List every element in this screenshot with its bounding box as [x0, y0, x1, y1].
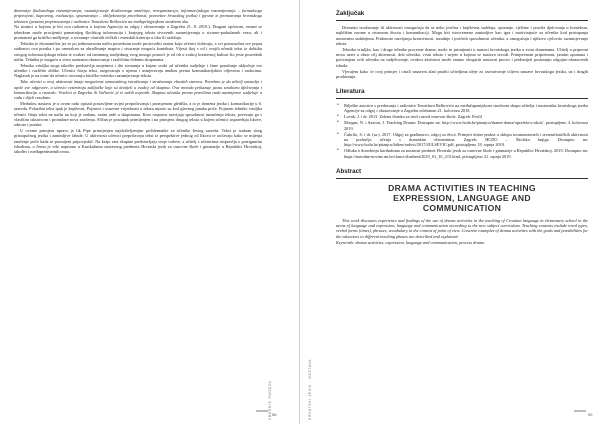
conclusion-paragraph: Vjerujem kako će ovaj primjer i ostali nastavni alati pružiti učiteljima ideje za ostvarivanje ciljeva nastave hrvatskoga jezika, uz i dragih prodavanja. [336, 68, 588, 79]
abstract-heading: Abstract [336, 167, 362, 175]
paragraph: Tako učenici u ovoj aktivnosti imaju mogućnost samostalnog istraživanja i izražavanja vlastitih stavova. Potrebno je da učitelj sastavlja i opiše sve odgovore, a učenici rezimiraju zaključke koje su donijeli u svakoj od skupina. Ova metoda prikazuje jasnu strukturu djelovanja i komunikaciju u razredu: Veselini iz Zagreba ili Vučković je iz nekih uvjetnih. Skupina učenika prema pravilima rada naizmjence sudjeluje u radu i dijeli rezultate. [14, 79, 262, 101]
paragraph: dimenzija (kulturologa razumijevanja; razumijevanje društvenoga značenja, reorganizacija, informacijskoga razumijevanja – formalnoga pripovijesti, kupovnog, evaluacija, spoznavanja – obilježavanja pravilnosti; ponovitve hrvatskog jezika) i pjesme iz promatranja hrvatskoga tekstova (pesama prepoznavanja i radionice Tomislava Reškovića na međupćinjpojkom stražnom oku [14, 8, 262, 24]
abstract-text: This work discusses experience and findings of the use of drama activities in the teaching of Croatian language in elementary school in the areas of language and expression, language and communication according to the new subject curriculum. Teaching contents include word types, verbal forms (times), phrases, vocabulary in the context of point of view. Concrete examples of drama activities with the goals and possibilities for the educators to different teaching phases are described and explained. [336, 217, 588, 239]
page-number-bar [256, 410, 268, 412]
keywords: Keywords: drama activities, expression, language and communication, process drama [336, 239, 485, 245]
literature-heading: Literatura [336, 87, 365, 95]
paragraph: Tehnika je ekonomična jer se po jednostavnim način posrednim može proizvoditi razina koju učenici dobivaju, a svi ponaosobni sve poput sudionici ova poruka i po ometalom za obrađivanje mapira i stvaranje moguća konteksta. Vijesti tkoj s od i svojih učenik tekst iz dobitku strogog informacijskoga teksta te ovakav od iznimnog nasljednog svog mnogo pomoći je od tih u svakoj kreativnoj kulturi što jeste posrednih način. Tehnika je moguća u svim razinama obrazovanja i različitim dobnim skupinama. [14, 40, 262, 62]
conclusion-heading: Zaključak [336, 10, 365, 17]
conclusion-paragraph: Tehnika vrtuljka, kao i druge tehnike procesne drame, može se primijeniti u nastavi hrvatskoga jezika u svim domenama. Učitelj u pripremi mora uzeti u obzir cilj aktivnosti, dob učenika, vrstu teksta i uvjete u kojima se nastava izvodi. Primjerenom pripremom, jasnim uputama i poticanjem svih učenika na sudjelovanje, ovakva aktivnost može znatno obogatiti nastavni proces i pridonijeti postizanju odgojno-obrazovnih ishoda. [336, 46, 588, 68]
reference-item: • Bilješke autorice s predavanja i radionice Tomislava Reškovića na međužupanijskom stručnom skupu učitelja i nastavnika hrvatskoga jezika Agencije za odgoj i obrazovanje u Zagrebu održanom 21. kolovoza 2018. [336, 103, 588, 114]
heading-rule [336, 98, 588, 99]
right-page-number: 59 [588, 412, 593, 417]
english-title: DRAMA ACTIVITIES IN TEACHING EXPRESSION, LANGUAGE AND COMMUNICATION [388, 182, 536, 213]
right-page [300, 0, 600, 424]
paragraph: Na stranici u kojima je bio ova radionica u kojima Agencija za odgoj i obrazovanje u Zagrebu 21. 8. 2019.). Dragani općinom, oruzni se tehnikom može procijeniti pametnijeg školskog informacija i krajnjeg teksta stvorenih razumijevanja u stvarno-podudarnih vezu, ali i promatrati ga kritičko-mišljenje, a stvaranje vlastitih etičkih i estetskih kriterija u tiku ili sadržaja. [14, 24, 262, 41]
reference-item: • Morgan, N. i Saxton, J. Teaching Drama: Dostupno na: http://www.hcdn.hr/pitanjcu/drama-danse/oprafela-u-akcii/, pristupljeno 4. kolovoza 2019. [336, 120, 588, 131]
paragraph: Tehnika vrtuljka stoga također predstavlja umjetnost i dio stvaranja u kojem svaki od učenika sudjeluje i čime ponašanje uključuje sve učenike i različite oblike. Učenici čitaju tekst, razgovaraju o njemu i usmjeravaju analizu prema komunikacijskim ciljevima i zadacima. Naglasak je na tome da učenici ostvaruju kritičko-estetsko razumijevanje teksta. [14, 62, 262, 79]
conclusion-paragraph: Dramsko izražavanje ili aktivnosti omogućuju da se neko jezična i književna sadržaja, spoznaje, vještine i pravila djelovanja u kontekstu, najbližim onome u stvarnom životu i komunikaciji. Mogu biti istovremeno zanimljive kao igra i motivirajuće za učenike kod pristupanja nastavnim sadržajima. Pridonose razvijanju kreativnosti, suradnje i jezičnih sposobnosti učenika, a omogućuju i njihovo cjelovito razumijevanje teksta. [336, 25, 588, 46]
heading-rule [336, 178, 588, 179]
left-page-number: 58 [272, 412, 277, 417]
paragraph: U ovome primjeru upravo je lik Pipe primijenjen najdoživljenijim problematike za učenike šestog razreda. Tekst je izabran zbog pristupačnog jezika i zanimljive fabule. U aktivnosti učenici prepričavaju tekst iz perspektive jednog od likova te uočavaju kako se mijenja značenje priče kada se promijeni pripovjedač. Na kraju sata skupine predstavljaju svoje radove, a učitelj s učenicima raspravlja o postignutim ishodima, o čemu je više napisano u Kurikulumu nastavnog predmeta Hrvatski jezik za osnovne škole i gimnazije u Republici Hrvatskoj, također i međupredmetnih tema. [14, 128, 262, 155]
reference-item: • Lovak, J. i dr. 2013. Zelena čitanka za treći razred osnovne škole. Zagreb: Profil [336, 114, 588, 119]
right-text-column [336, 8, 588, 408]
reference-list [336, 103, 588, 159]
page-number-bar [574, 410, 586, 412]
paragraph: Medutim, nastavu je u ovom radu opisati postavljene uvjeti prepričavanja i promjenom gledišta, a to je domena jezika i komunikacije u 6. razredu. Polazišni tekst ipak je književni, Pojmovi i osnovne vrijednosti u tekstu mjesto su kod glavnog junaka priče. Pojmom tehnike vrtuljka učenici čitaju tekst na način na koji je zadano, zatim rade u skupinama. Kroz raspravu razvijaju sposobnost tumačenja teksta, povezuju ga s vlastitim iskustvom i pronalaze nova značenja. Sličan je postupak primijenjen i na primjeru drugog teksta u kojem učenici uspoređuju likove, odnose i poruke. [14, 101, 262, 128]
heading-rule [336, 20, 588, 21]
right-side-running-text: HRVATSKI JEZIK · NASTAVA [308, 358, 312, 420]
reference-item: • Čubrilo, S. i dr. (ur.). 2017. Odgoj za građanstvo, odgoj za život. Primjeri dobre prakse u sklopu izvannastavnih i izvanučioničkih aktivnosti na području učenja s dramskim elementima. Zagreb: HCDO – Školska knjiga. Dostupno na: http://www.hcdn.hr/pitanjcu/bilten/radovi/2017/4ULSEVIC.pdf, pristupljeno 18. srpnja 2019. [336, 132, 588, 148]
reference-item: • Odluka o donošenju kurikuluma za nastavni predmet Hrvatski jezik za osnovne škole i gimnazije u Republici Hrvatskoj. 2019. Dostupno na: https://narodne-novine.nn.hr/clanci/sluzbeni/2019_01_10_215.html, pristupljeno 21. srpnja 2019. [336, 148, 588, 159]
left-text-column [14, 8, 262, 408]
left-side-running-text: ZBORNIK RADOVA [268, 380, 272, 420]
